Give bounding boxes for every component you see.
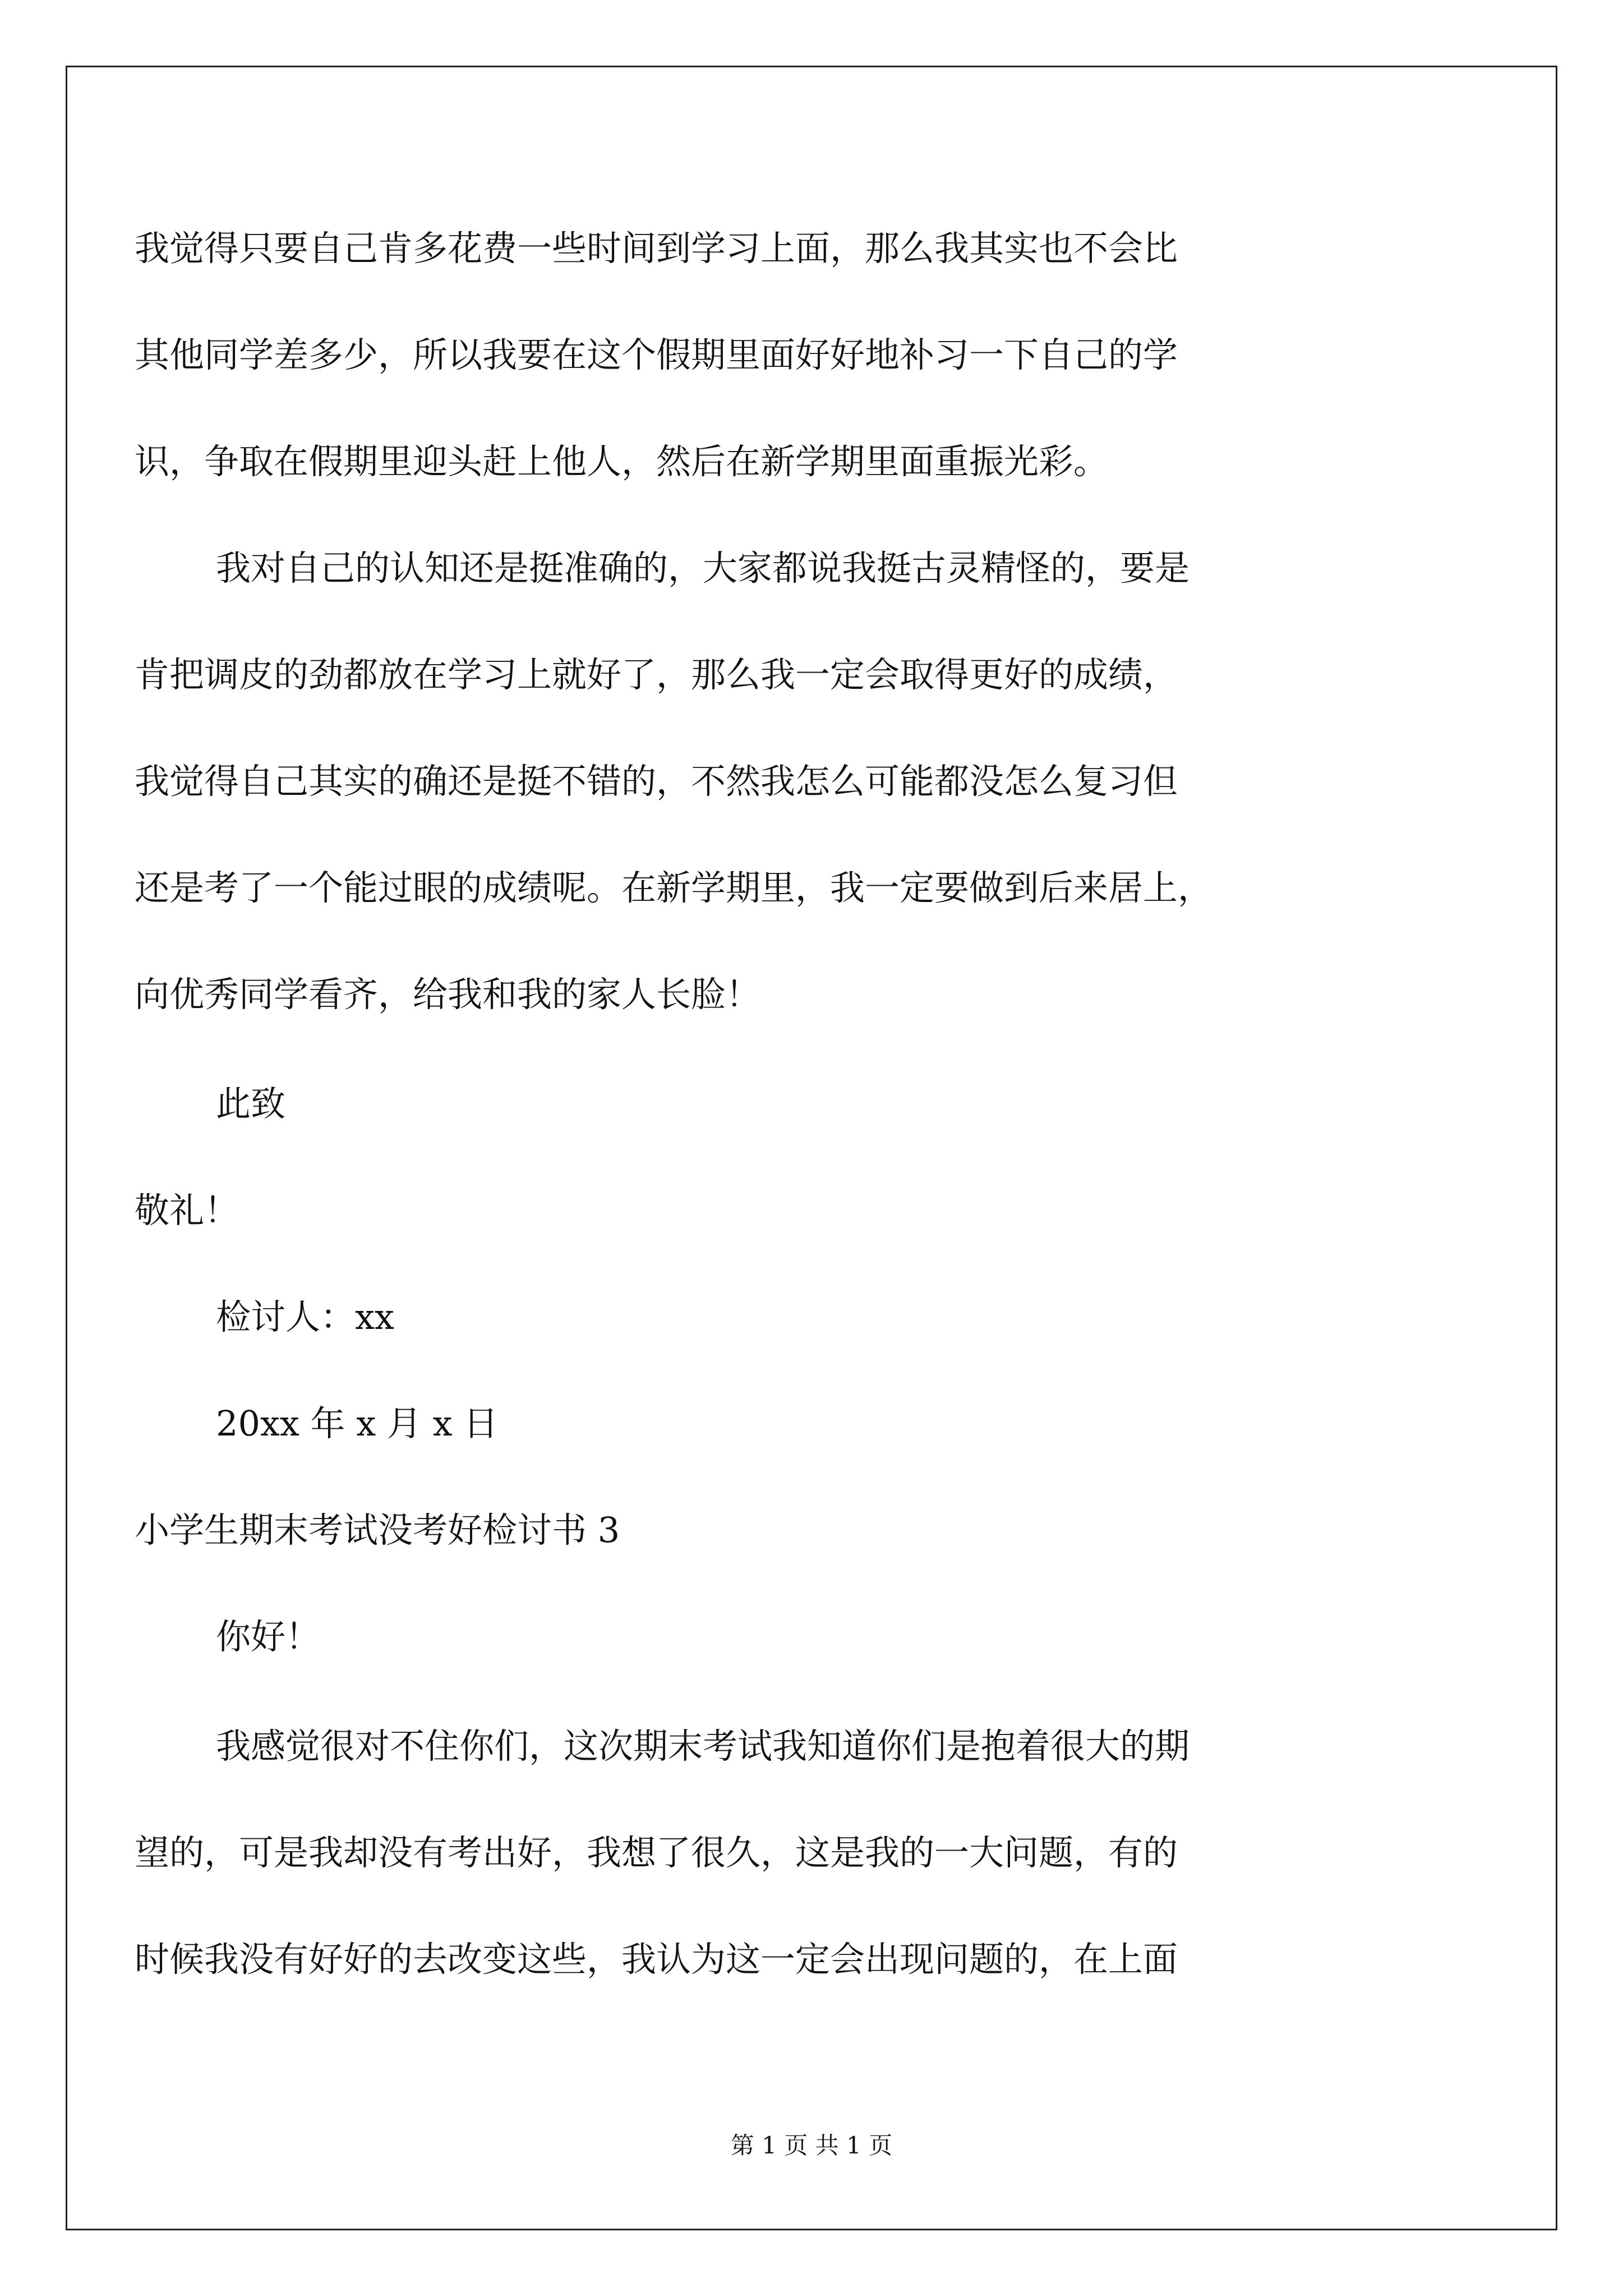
text-line: 识，争取在假期里迎头赶上他人，然后在新学期里面重振光彩。 xyxy=(135,441,1109,482)
closing-salutation: 此致 xyxy=(216,1083,286,1124)
section-heading: 小学生期末考试没考好检讨书 3 xyxy=(135,1510,620,1550)
date-line: 20xx 年 x 月 x 日 xyxy=(216,1403,499,1444)
text-line: 望的，可是我却没有考出好，我想了很久，这是我的一大问题，有的 xyxy=(135,1832,1178,1873)
text-line: 我觉得自己其实的确还是挺不错的，不然我怎么可能都没怎么复习但 xyxy=(135,761,1178,802)
text-line: 我觉得只要自己肯多花费一些时间到学习上面，那么我其实也不会比 xyxy=(135,228,1178,269)
text-line: 时候我没有好好的去改变这些，我认为这一定会出现问题的，在上面 xyxy=(135,1939,1178,1980)
greeting-line: 你好！ xyxy=(216,1616,321,1657)
page-border xyxy=(66,66,1557,2230)
closing-regards: 敬礼！ xyxy=(135,1190,239,1231)
text-line: 向优秀同学看齐，给我和我的家人长脸！ xyxy=(135,974,761,1015)
text-line: 我对自己的认知还是挺准确的，大家都说我挺古灵精怪的，要是 xyxy=(216,547,1190,588)
signature-line: 检讨人：xx xyxy=(216,1296,394,1337)
text-line: 其他同学差多少，所以我要在这个假期里面好好地补习一下自己的学 xyxy=(135,334,1178,375)
text-line: 肯把调皮的劲都放在学习上就好了，那么我一定会取得更好的成绩， xyxy=(135,654,1178,695)
text-line: 我感觉很对不住你们，这次期末考试我知道你们是抱着很大的期 xyxy=(216,1726,1190,1766)
page-footer: 第 1 页 共 1 页 xyxy=(730,2132,893,2159)
text-line: 还是考了一个能过眼的成绩呢。在新学期里，我一定要做到后来居上， xyxy=(135,867,1213,908)
